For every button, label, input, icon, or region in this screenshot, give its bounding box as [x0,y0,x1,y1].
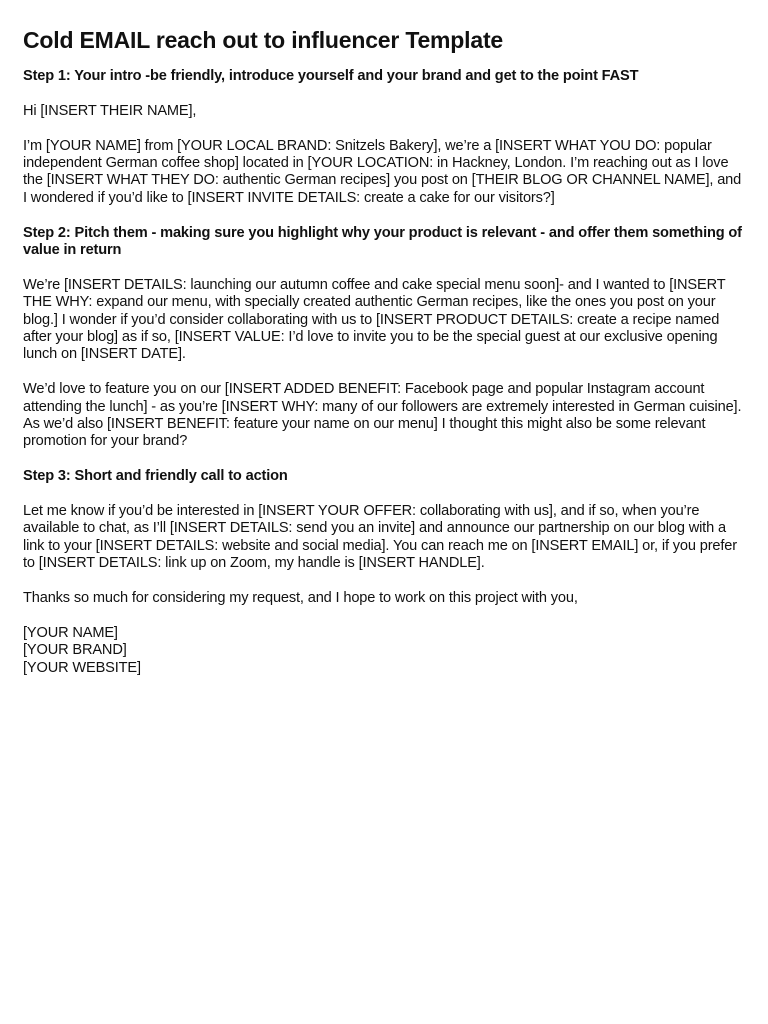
step3-heading: Step 3: Short and friendly call to action [23,468,288,485]
step1-heading: Step 1: Your intro -be friendly, introduce yourself and your brand and get to the point FAST [23,68,639,84]
cta-paragraph: Let me know if you’d be interested in [INSERT YOUR OFFER: collaborating with us], and if so, when you’re available to chat, as I’ll [INSERT DETAILS: send you an invite] and announce our partnership on our blog with a link to your [INSERT DETAILS: website and social media]. You can reach me on [INSERT EMAIL] or, if you prefer to [INSERT DETAILS: link up on Zoom, my handle is [INSERT HANDLE]. [23,503,737,572]
benefit-paragraph: We’d love to feature you on our [INSERT ADDED BENEFIT: Facebook page and popular Instagram account attending the lunch] - as you’re [INSERT WHY: many of our followers are extremely interested in German cuisine]. As we’d also [INSERT BENEFIT: feature your name on our menu] I thought this might also be some relevant promotion for your brand? [23,381,742,450]
signature-brand: [YOUR BRAND] [23,642,127,659]
document-title: Cold EMAIL reach out to influencer Template [23,27,503,53]
pitch-paragraph: We’re [INSERT DETAILS: launching our autumn coffee and cake special menu soon]- and I wanted to [INSERT THE WHY: expand our menu, with specially created authentic German recipes, like the ones you post on your blog.] I wonder if you’d consider collaborating with us to [INSERT PRODUCT DETAILS: create a recipe named after your blog] as if so, [INSERT VALUE: I’d love to invite you to be the special guest at our exclusive opening lunch on [INSERT DATE]. [23,276,726,363]
greeting: Hi [INSERT THEIR NAME], [23,102,197,119]
step2-heading: Step 2: Pitch them - making sure you highlight why your product is relevant - and offer them something of value in return [23,224,742,259]
intro-paragraph: I’m [YOUR NAME] from [YOUR LOCAL BRAND: Snitzels Bakery], we’re a [INSERT WHAT YOU DO: popular independent German coffee shop] located in [YOUR LOCATION: in Hackney, London. I’m reaching out as I love the [INSERT WHAT THEY DO: authentic German recipes] you post on [THEIR BLOG OR CHANNEL NAME], and I wondered if you’d like to [INSERT INVITE DETAILS: create a cake for our visitors?] [23,137,742,206]
signature-name: [YOUR NAME] [23,624,118,641]
closing-line: Thanks so much for considering my request, and I hope to work on this project with you, [23,590,578,607]
document-page [23,26,743,694]
signature-block [23,625,743,677]
signature-website: [YOUR WEBSITE] [23,659,141,676]
